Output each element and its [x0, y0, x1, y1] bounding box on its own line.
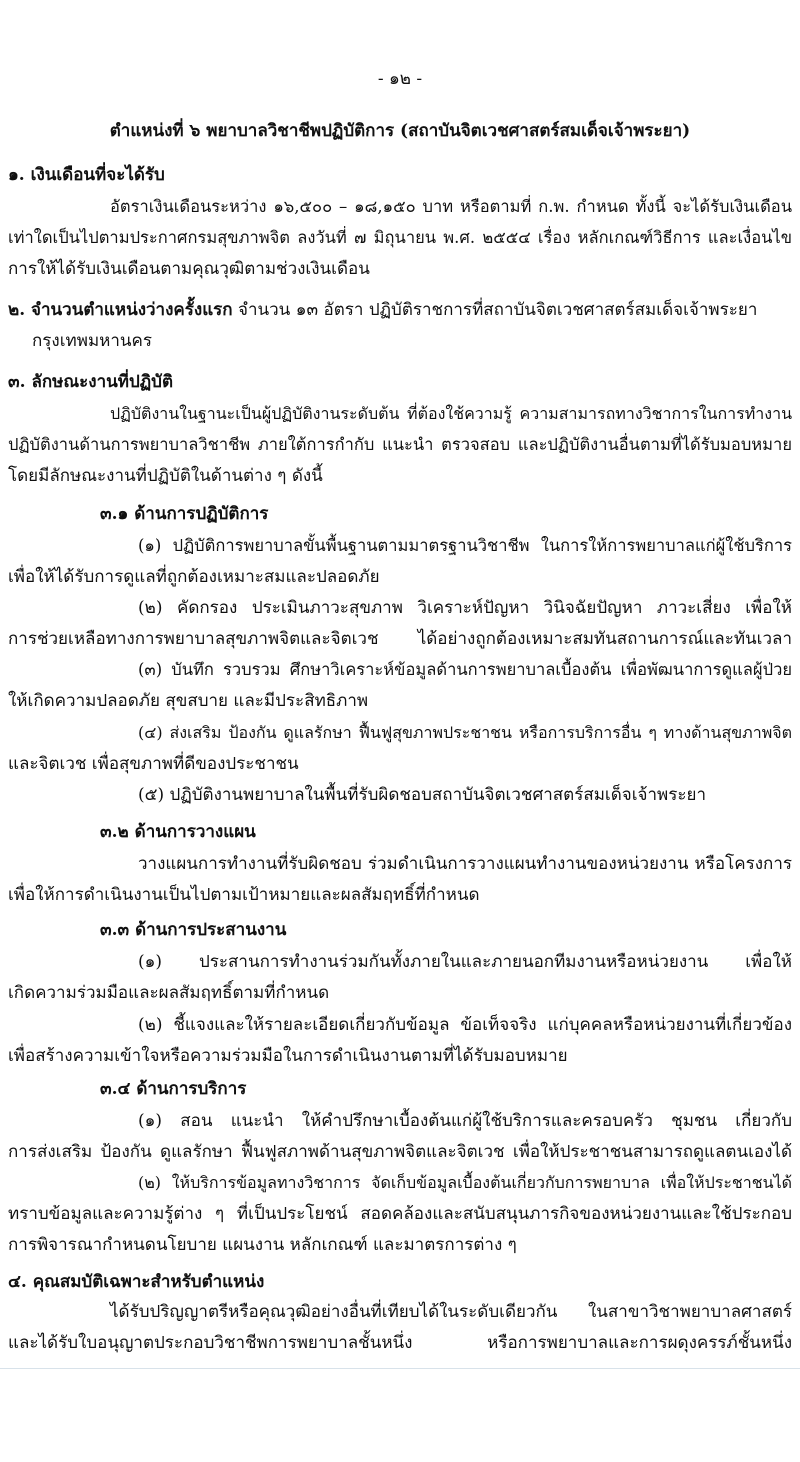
subsection-3-1-item-2: (๒) คัดกรอง ประเมินภาวะสุขภาพ วิเคราะห์ปัญหา วินิจฉัยปัญหา ภาวะเสี่ยง เพื่อให้	[138, 598, 792, 618]
subsection-3-1-item-5: (๕) ปฏิบัติงานพยาบาลในพื้นที่รับผิดชอบสถาบันจิตเวชศาสตร์สมเด็จเจ้าพระยา	[138, 785, 707, 805]
subsection-3-4-item-2-cont: ทราบข้อมูลและความรู้ต่าง ๆ ที่เป็นประโยชน์ สอดคล้องและสนับสนุนภารกิจของหน่วยงานและใช้ประกอบ	[8, 1204, 792, 1224]
subsection-3-1-item-4-cont: และจิตเวช เพื่อสุขภาพที่ดีของประชาชน	[8, 754, 299, 774]
section-4-line-2: และได้รับใบอนุญาตประกอบวิชาชีพการพยาบาลชั้นหนึ่ง หรือการพยาบาลและการผดุงครรภ์ชั้นหนึ่ง	[8, 1333, 792, 1353]
subsection-3-1-item-3: (๓) บันทึก รวบรวม ศึกษาวิเคราะห์ข้อมูลด้านการพยาบาลเบื้องต้น เพื่อพัฒนาการดูแลผู้ป่วย	[138, 660, 792, 679]
position-title: ตำแหน่งที่ ๖ พยาบาลวิชาชีพปฏิบัติการ (สถาบันจิตเวชศาสตร์สมเด็จเจ้าพระยา)	[109, 121, 691, 141]
subsection-3-2-heading: ๓.๒ ด้านการวางแผน	[100, 822, 256, 842]
subsection-3-3-item-1-cont: เกิดความร่วมมือและผลสัมฤทธิ์ตามที่กำหนด	[8, 983, 330, 1003]
section-2-line-1-text: จำนวน ๑๓ อัตรา ปฏิบัติราชการที่สถาบันจิตเวชศาสตร์สมเด็จเจ้าพระยา	[238, 300, 758, 320]
subsection-3-1-item-1: (๑) ปฏิบัติการพยาบาลขั้นพื้นฐานตามมาตรฐานวิชาชีพ ในการให้การพยาบาลแก่ผู้ใช้บริการ	[138, 536, 792, 555]
section-3-heading: ๓. ลักษณะงานที่ปฏิบัติ	[8, 372, 173, 392]
section-1-heading: ๑. เงินเดือนที่จะได้รับ	[8, 165, 165, 185]
subsection-3-3-heading: ๓.๓ ด้านการประสานงาน	[100, 920, 287, 940]
section-3-line-3: โดยมีลักษณะงานที่ปฏิบัติในด้านต่าง ๆ ดังนี้	[8, 466, 323, 486]
subsection-3-4-item-2: (๒) ให้บริการข้อมูลทางวิชาการ จัดเก็บข้อมูลเบื้องต้นเกี่ยวกับการพยาบาล เพื่อให้ประชาชนได้	[138, 1173, 792, 1192]
section-1-line-2: เท่าใดเป็นไปตามประกาศกรมสุขภาพจิต ลงวันที่ ๗ มิถุนายน พ.ศ. ๒๕๕๔ เรื่อง หลักเกณฑ์วิธีการ และเงื่อนไข	[8, 228, 792, 247]
subsection-3-4-item-2-cont-2: การพิจารณากำหนดนโยบาย แผนงาน หลักเกณฑ์ และมาตรการต่าง ๆ	[8, 1235, 517, 1255]
section-1-line-1: อัตราเงินเดือนระหว่าง ๑๖,๕๐๐ – ๑๘,๑๕๐ บาท หรือตามที่ ก.พ. กำหนด ทั้งนี้ จะได้รับเงินเดือน	[110, 197, 792, 216]
section-2-line-1	[8, 298, 792, 322]
subsection-3-4-item-1-cont: การส่งเสริม ป้องกัน ดูแลรักษา ฟื้นฟูสภาพด้านสุขภาพจิตและจิตเวช เพื่อให้ประชาชนสามารถดูแลตนเองได้	[8, 1142, 792, 1162]
subsection-3-3-item-2-cont: เพื่อสร้างความเข้าใจหรือความร่วมมือในการดำเนินงานตามที่ได้รับมอบหมาย	[8, 1046, 568, 1066]
section-4-heading: ๔. คุณสมบัติเฉพาะสำหรับตำแหน่ง	[8, 1272, 265, 1292]
section-2-heading: ๒. จำนวนตำแหน่งว่างครั้งแรก	[8, 300, 233, 320]
section-3-line-2: ปฏิบัติงานด้านการพยาบาลวิชาชีพ ภายใต้การกำกับ แนะนำ ตรวจสอบ และปฏิบัติงานอื่นตามที่ได้รับมอบหมาย	[8, 435, 792, 454]
subsection-3-2-line-1: วางแผนการทำงานที่รับผิดชอบ ร่วมดำเนินการวางแผนทำงานของหน่วยงาน หรือโครงการ	[138, 854, 792, 874]
subsection-3-2-line-2: เพื่อให้การดำเนินงานเป็นไปตามเป้าหมายและผลสัมฤทธิ์ที่กำหนด	[8, 885, 480, 905]
section-2-line-2: กรุงเทพมหานคร	[32, 331, 153, 351]
subsection-3-1-heading: ๓.๑ ด้านการปฏิบัติการ	[100, 504, 269, 524]
section-4-line-1: ได้รับปริญญาตรีหรือคุณวุฒิอย่างอื่นที่เทียบได้ในระดับเดียวกัน ในสาขาวิชาพยาบาลศาสตร์	[110, 1302, 792, 1322]
subsection-3-4-heading: ๓.๔ ด้านการบริการ	[100, 1079, 247, 1099]
subsection-3-3-item-2: (๒) ชี้แจงและให้รายละเอียดเกี่ยวกับข้อมูล ข้อเท็จจริง แก่บุคคลหรือหน่วยงานที่เกี่ยวข้อง	[138, 1015, 792, 1035]
subsection-3-3-item-1: (๑) ประสานการทำงานร่วมกันทั้งภายในและภายนอกทีมงานหรือหน่วยงาน เพื่อให้	[138, 952, 792, 972]
subsection-3-4-item-1: (๑) สอน แนะนำ ให้คำปรึกษาเบื้องต้นแก่ผู้ใช้บริการและครอบครัว ชุมชน เกี่ยวกับ	[138, 1111, 792, 1131]
page-number: - ๑๒ -	[377, 69, 423, 89]
subsection-3-1-item-3-cont: ให้เกิดความปลอดภัย สุขสบาย และมีประสิทธิภาพ	[8, 691, 369, 711]
subsection-3-1-item-4: (๔) ส่งเสริม ป้องกัน ดูแลรักษา ฟื้นฟูสุขภาพประชาชน หรือการบริการอื่น ๆ ทางด้านสุขภาพจิต	[138, 723, 792, 742]
subsection-3-1-item-2-cont: การช่วยเหลือทางการพยาบาลสุขภาพจิตและจิตเวช ได้อย่างถูกต้องเหมาะสมทันสถานการณ์และทันเวลา	[8, 629, 792, 649]
section-1-line-3: การให้ได้รับเงินเดือนตามคุณวุฒิตามช่วงเงินเดือน	[8, 259, 370, 279]
subsection-3-1-item-1-cont: เพื่อให้ได้รับการดูแลที่ถูกต้องเหมาะสมและปลอดภัย	[8, 567, 380, 587]
section-3-line-1: ปฏิบัติงานในฐานะเป็นผู้ปฏิบัติงานระดับต้น ที่ต้องใช้ความรู้ ความสามารถทางวิชาการในการทำงาน	[110, 404, 792, 423]
page-bottom-divider	[0, 1368, 800, 1369]
